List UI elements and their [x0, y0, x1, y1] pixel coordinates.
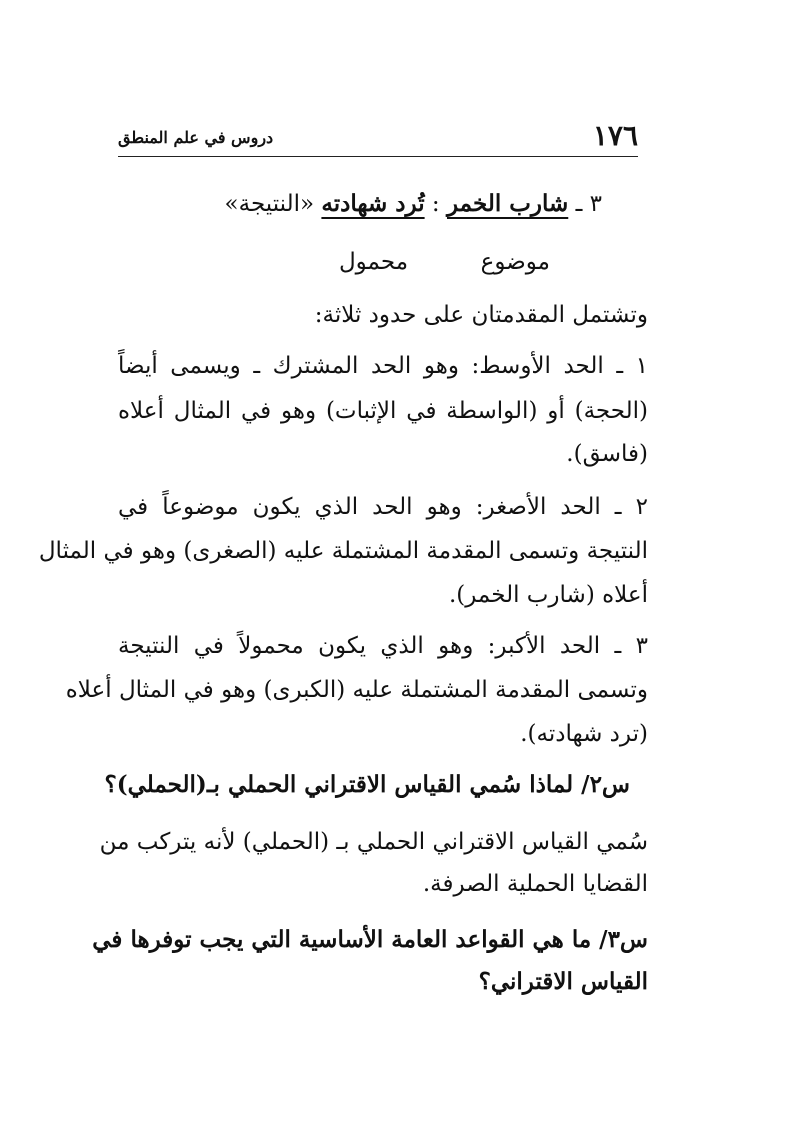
example-subject: شارب الخمر [446, 190, 569, 217]
running-title: دروس في علم المنطق [118, 128, 274, 147]
paragraph-3-line-2: وتسمى المقدمة المشتملة عليه (الكبرى) وهو في المثال أعلاه [65, 677, 648, 703]
page-number: ١٧٦ [592, 119, 638, 152]
example-number: ٣ ـ [575, 191, 602, 217]
paragraph-1-line-1: ١ ـ الحد الأوسط: وهو الحد المشترك ـ ويسمى أيضاً [118, 353, 648, 379]
paragraph-2-line-3: أعلاه (شارب الخمر). [448, 582, 648, 608]
paragraph-1-line-3: (فاسق). [566, 441, 648, 467]
paragraph-2-line-2: النتيجة وتسمى المقدمة المشتملة عليه (الصغرى) وهو في المثال [38, 538, 648, 564]
subject-label: موضوع [480, 249, 550, 275]
example-conclusion: «النتيجة» [224, 191, 315, 217]
intro-text: وتشتمل المقدمتان على حدود ثلاثة: [314, 302, 648, 328]
question-2-heading: س٢/ لماذا سُمي القياس الاقتراني الحملي بـ(الحملي)؟ [104, 771, 630, 798]
paragraph-3-line-3: (ترد شهادته). [520, 721, 648, 747]
answer-2-line-2: القضايا الحملية الصرفة. [422, 871, 648, 897]
paragraph-2-line-1: ٢ ـ الحد الأصغر: وهو الحد الذي يكون موضوعاً في [118, 494, 648, 520]
answer-2-line-1: سُمي القياس الاقتراني الحملي بـ (الحملي) لأنه يتركب من [99, 829, 648, 855]
predicate-label: محمول [338, 249, 409, 275]
example-line [200, 186, 602, 222]
paragraph-1-line-2: (الحجة) أو (الواسطة في الإثبات) وهو في المثال أعلاه [118, 398, 648, 424]
paragraph-3-line-1: ٣ ـ الحد الأكبر: وهو الذي يكون محمولاً في النتيجة [118, 633, 648, 659]
term-labels [340, 244, 550, 280]
question-3-heading-line-2: القياس الاقتراني؟ [478, 968, 648, 995]
page-header [118, 118, 638, 157]
example-colon: : [431, 191, 440, 217]
example-predicate: تُرد شهادته [321, 190, 425, 217]
question-3-heading-line-1: س٣/ ما هي القواعد العامة الأساسية التي يجب توفرها في [92, 926, 648, 953]
